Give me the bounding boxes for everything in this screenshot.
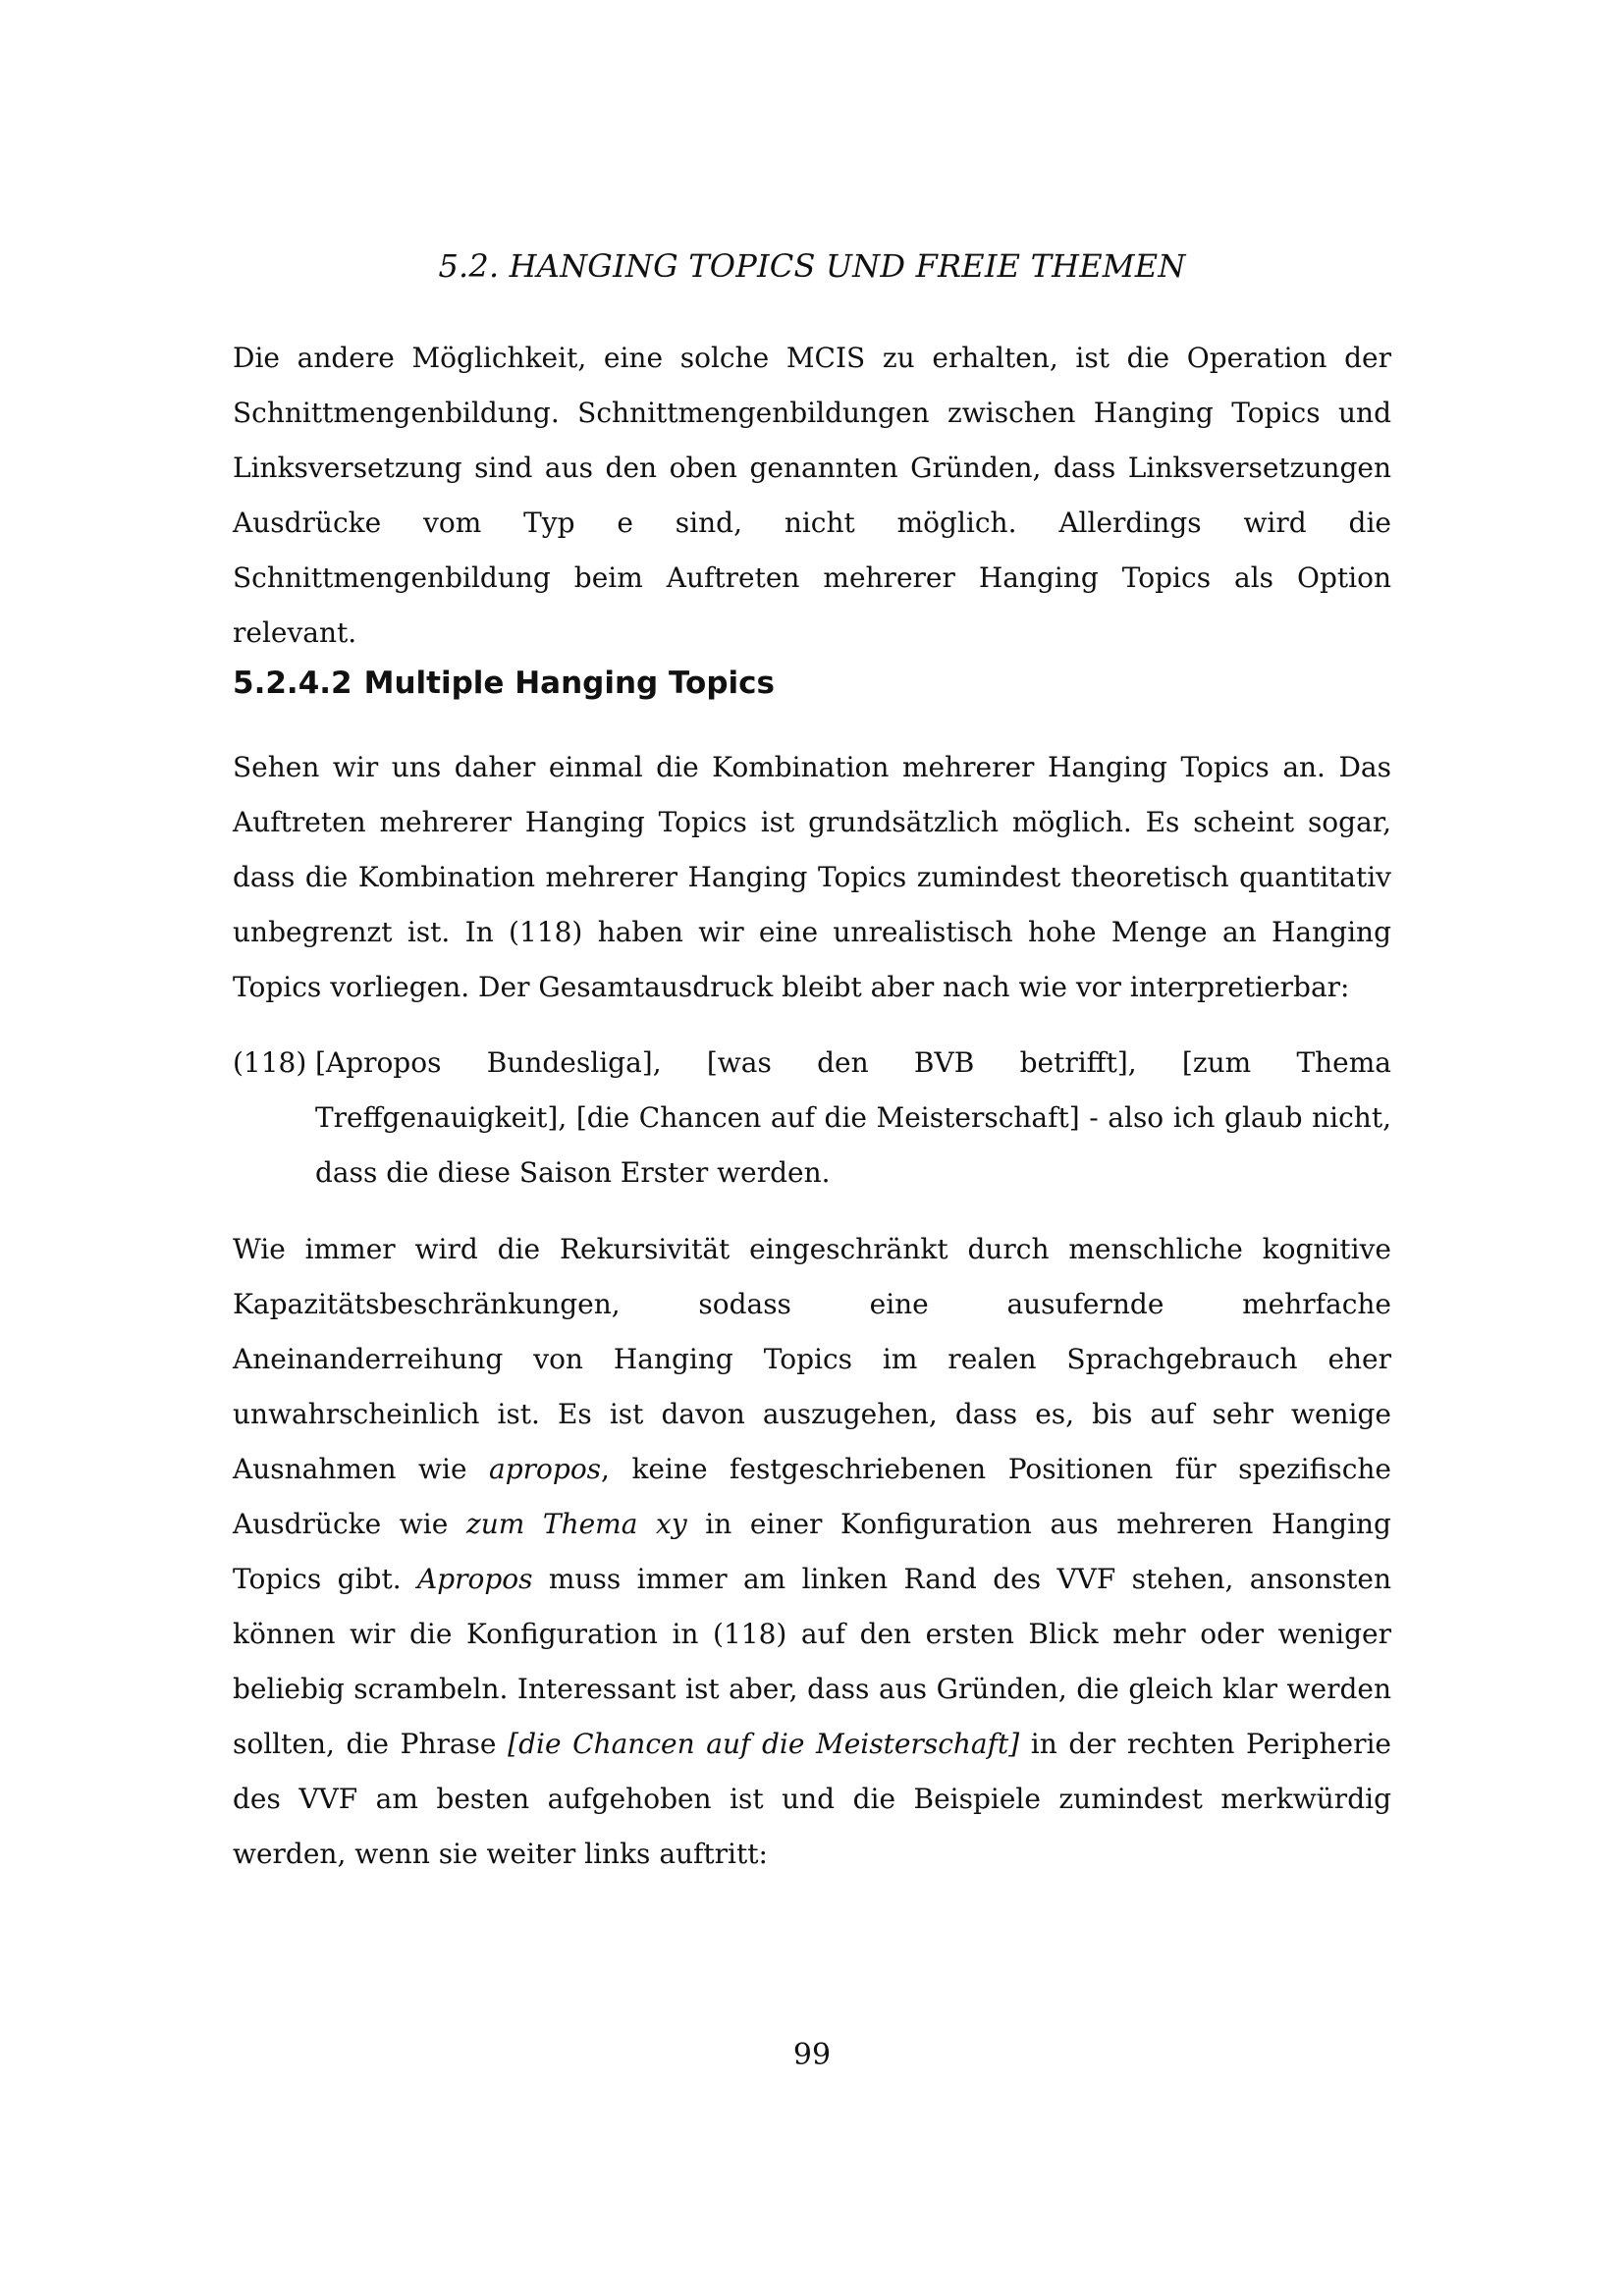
paragraph-2-italic-apropos-2: Apropos [416,1563,533,1595]
paragraph-2-block [233,1222,1391,1882]
paragraph-1: Sehen wir uns daher einmal die Kombination mehrerer Hanging Topics an. Das Auftreten mehrerer Hanging Topics ist grundsätzlich möglich. Es scheint sogar, dass die Kombination mehrerer Hanging Topics zumindest theoretisch quantitativ unbegrenzt ist. In (118) haben wir eine unrealistisch hohe Menge an Hanging Topics vorliegen. Der Gesamtausdruck bleibt aber nach wie vor interpretierbar: [233,751,1391,1003]
paragraph-2-text-3: in einer Konfiguration aus mehreren Hanging Topics gibt. [233,1508,1391,1595]
example-text: [Apropos Bundesliga], [was den BVB betrifft], [zum Thema Treffgenauigkeit], [die Chancen auf die Meisterschaft] - also ich glaub nicht, dass die diese Saison Erster werden. [315,1046,1391,1189]
paragraph-2-italic-phrase: [die Chancen auf die Meisterschaft] [508,1728,1020,1760]
paragraph-2 [233,1222,1391,1882]
section-heading [233,666,1391,701]
running-head: 5.2. HANGING TOPICS UND FREIE THEMEN [438,247,1186,285]
paragraph-2-text-4: muss immer am linken Rand des VVF stehen, ansonsten können wir die Konfiguration in (118) auf den ersten Blick mehr oder weniger beliebig scrambeln. Interessant ist aber, dass aus Gründen, die gleich klar werden sollten, die Phrase [233,1563,1391,1760]
page-number: 99 [792,2038,832,2072]
section-title: Multiple Hanging Topics [363,666,776,701]
paragraph-2-text-2: , keine festgeschriebenen Positionen für spezifische Ausdrücke wie [233,1453,1391,1540]
intro-paragraph: Die andere Möglichkeit, eine solche MCIS zu erhalten, ist die Operation der Schnittmengenbildung. Schnittmengenbildungen zwischen Hanging Topics und Linksversetzung sind aus den oben genannten Gründen, dass Linksversetzungen Ausdrücke vom Typ e sind, nicht möglich. Allerdings wird die Schnittmengenbildung beim Auftreten mehrerer Hanging Topics als Option relevant. [233,342,1391,649]
example-number: (118) [233,1046,307,1079]
example-118 [233,1036,1391,1201]
section-number: 5.2.4.2 [233,666,352,701]
paragraph-2-text-1: Wie immer wird die Rekursivität eingeschränkt durch menschliche kognitive Kapazitätsbeschränkungen, sodass eine ausufernde mehrfache Aneinanderreihung von Hanging Topics im realen Sprachgebrauch eher unwahrscheinlich ist. Es ist davon auszugehen, dass es, bis auf sehr wenige Ausnahmen wie [233,1233,1391,1485]
paragraph-2-text-5: in der rechten Peripherie des VVF am besten aufgehoben ist und die Beispiele zumindest merkwürdig werden, wenn sie weiter links auftritt: [233,1728,1391,1870]
paragraph-2-italic-apropos: apropos [489,1453,602,1485]
paragraph-1-block [233,740,1391,1015]
intro-paragraph-block [233,331,1391,661]
paragraph-2-italic-zum-thema: zum Thema xy [465,1508,687,1540]
